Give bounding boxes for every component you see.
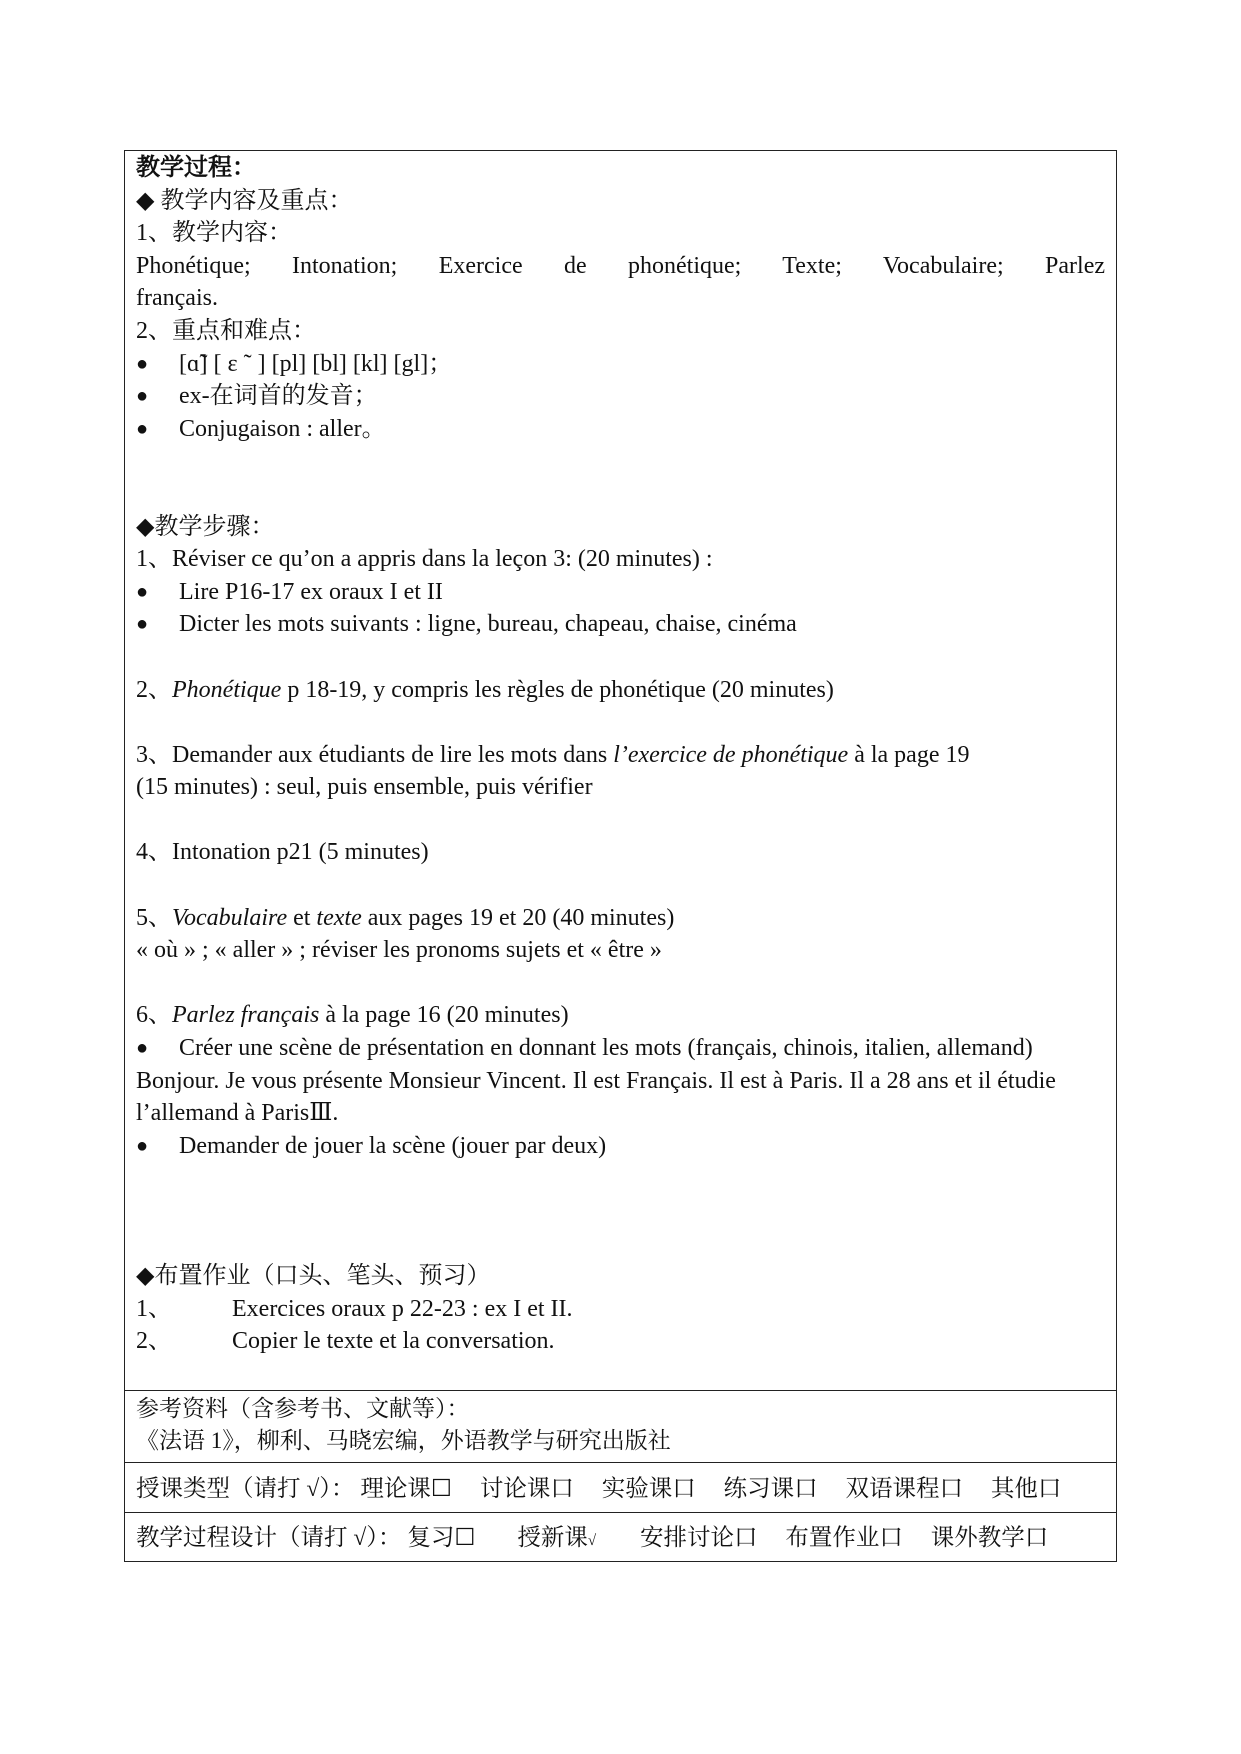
- step-6-example: Bonjour. Je vous présente Monsieur Vincent. Il est Français. Il est à Paris. Il a 28 ans et il étudie l’allemand à ParisⅢ.: [136, 1067, 1056, 1127]
- process-design-section: [125, 1512, 1116, 1561]
- teaching-process-section: [125, 151, 1116, 1390]
- content-item1-label: 1、教学内容：: [136, 220, 292, 247]
- course-type-section: [125, 1462, 1116, 1512]
- step-1-bullet: ● Dicter les mots suivants : ligne, bureau, chapeau, chaise, cinéma: [136, 608, 1105, 641]
- step-2: 2、Phonétique p 18-19, y compris les règles de phonétique (20 minutes): [136, 676, 834, 703]
- step-6-bullet: ● Créer une scène de présentation en donnant les mots (français, chinois, italien, allemand): [136, 1032, 1105, 1065]
- step-1-bullet: ● Lire P16-17 ex oraux I et II: [136, 576, 1105, 609]
- homework-item: 1、 Exercices oraux p 22-23 : ex I et II.: [136, 1295, 573, 1322]
- step-3: 3、Demander aux étudiants de lire les mots dans l’exercice de phonétique à la page 19: [136, 741, 970, 768]
- process-design-label: 教学过程设计（请打 √）：: [136, 1525, 402, 1551]
- bullet-icon: ●: [136, 580, 149, 603]
- step-4: 4、Intonation p21 (5 minutes): [136, 839, 429, 866]
- steps-heading: ◆教学步骤：: [136, 513, 275, 540]
- process-design-option[interactable]: 安排讨论口: [639, 1525, 758, 1551]
- process-design-option[interactable]: 课外教学口: [930, 1525, 1049, 1551]
- bullet-icon: ●: [136, 613, 149, 636]
- process-design-option[interactable]: 复习☐: [407, 1525, 476, 1551]
- homework-item: 2、 Copier le texte et la conversation.: [136, 1328, 555, 1355]
- bullet-icon: ●: [136, 352, 149, 375]
- step-5: 5、Vocabulaire et texte aux pages 19 et 20 (40 minutes): [136, 904, 675, 931]
- references-section: [125, 1390, 1116, 1462]
- course-type-option[interactable]: 讨论课口: [479, 1476, 574, 1502]
- lesson-plan-table: [124, 150, 1117, 1562]
- bullet-icon: ●: [136, 1037, 149, 1060]
- step-5-cont: « où » ; « aller » ; réviser les pronoms sujets et « être »: [136, 937, 662, 964]
- bullet-icon: ●: [136, 385, 149, 408]
- bullet-icon: ●: [136, 417, 149, 440]
- course-type-option[interactable]: 实验课口: [601, 1476, 696, 1502]
- homework-heading: ◆布置作业（口头、笔头、预习）: [136, 1263, 491, 1290]
- step-1: 1、Réviser ce qu’on a appris dans la leçon 3: (20 minutes) :: [136, 546, 713, 573]
- check-mark-icon: √: [587, 1533, 597, 1549]
- process-design-option[interactable]: 布置作业口: [785, 1525, 903, 1551]
- key-point: ● ex-在词首的发音；: [136, 380, 1105, 413]
- process-heading: 教学过程：: [136, 155, 256, 181]
- step-6-bullet: ● Demander de jouer la scène (jouer par deux): [136, 1130, 1105, 1163]
- key-point: ● Conjugaison : aller。: [136, 413, 1105, 446]
- course-type-option[interactable]: 理论课☐: [360, 1476, 452, 1502]
- content-item1-text: Phonétique; Intonation; Exercice de phonétique; Texte; Vocabulaire; Parlez: [136, 252, 1105, 279]
- course-type-option[interactable]: 练习课口: [723, 1476, 818, 1502]
- content-item2-label: 2、重点和难点：: [136, 317, 316, 344]
- step-3-cont: (15 minutes) : seul, puis ensemble, puis vérifier: [136, 774, 593, 801]
- references-book: 《法语 1》，柳利、马晓宏编，外语教学与研究出版社: [136, 1428, 671, 1453]
- step-6: 6、Parlez français à la page 16 (20 minutes): [136, 1002, 569, 1029]
- bullet-icon: ●: [136, 1134, 149, 1157]
- course-type-label: 授课类型（请打 √）：: [136, 1476, 355, 1502]
- content-item1-text-cont: français.: [136, 285, 218, 312]
- content-heading: ◆ 教学内容及重点：: [136, 187, 353, 214]
- process-design-option[interactable]: 授新课: [517, 1525, 588, 1551]
- references-label: 参考资料（含参考书、文献等）：: [136, 1396, 470, 1421]
- course-type-option[interactable]: 其他口: [990, 1476, 1062, 1502]
- key-point: ● [ɑ̃] [ ɛ ˜ ] [pl] [bl] [kl] [gl]；: [136, 348, 1105, 381]
- course-type-option[interactable]: 双语课程口: [845, 1476, 963, 1502]
